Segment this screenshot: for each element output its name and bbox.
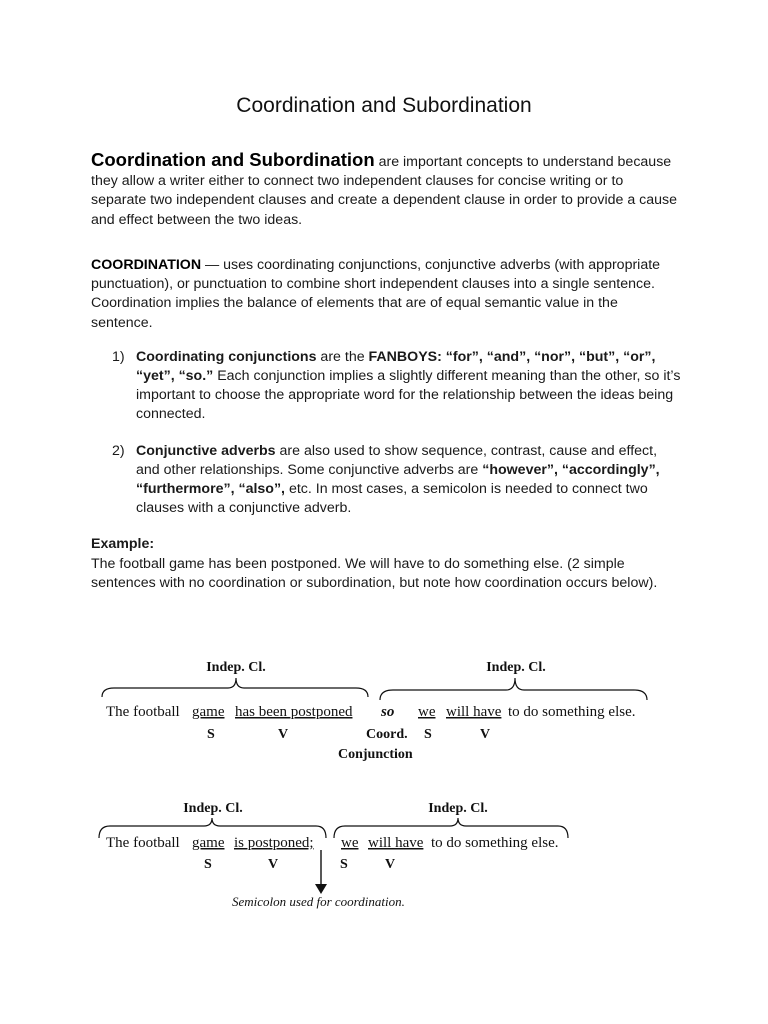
list-number: 2) [112,443,125,459]
example-heading: Example: [91,536,155,552]
subject-marker: S [340,857,348,872]
arrow-down-icon [315,884,327,894]
clause-brace [380,678,647,700]
list-mid: are the [316,349,369,365]
verb-marker: V [480,727,491,742]
page-title: Coordination and Subordination [236,94,532,117]
coordination-term: COORDINATION [91,257,202,273]
clause-brace [102,678,368,697]
sentence-word: The football [106,704,180,720]
list-term: Conjunctive adverbs [136,443,276,459]
sentence-word: The football [106,835,180,851]
subject-word: game [192,835,225,851]
list-rest: Each conjunction implies a slightly different meaning than the other, so it’s important to choose the appropriate word for the relationship between the ideas being connected. [136,368,681,422]
verb-marker: V [385,857,396,872]
list-bold: “however”, “accordingly”, “furthermore”, “also”, [136,462,660,497]
subject-marker: S [424,727,432,742]
indep-clause-label: Indep. Cl. [486,660,546,675]
verb-phrase: will have [446,704,502,720]
example-text: The football game has been postponed. We will have to do something else. (2 simple sentences with no coordination or subordination, but note how coordination occurs below). [91,556,658,592]
subject-word: game [192,704,225,720]
coordination-text: — uses coordinating conjunctions, conjunctive adverbs (with appropriate punctuation), or punctuation to combine short independent clauses into a single sentence. Coordination implies the balance of elements that are of equal semantic value in the sentence. [91,257,661,331]
semicolon-caption: Semicolon used for coordination. [232,894,405,909]
list-mid: are also used to show sequence, contrast, cause and effect, and other relationships. Some conjunctive adverbs are [136,443,658,478]
verb-marker: V [268,857,279,872]
verb-phrase: has been postponed [235,704,353,720]
list-rest: etc. In most cases, a semicolon is needed to connect two clauses with a conjunctive adverb. [136,481,648,516]
conjunction-label: Conjunction [338,747,413,762]
indep-clause-label: Indep. Cl. [428,801,488,816]
subject-marker: S [204,857,212,872]
subject-word: we [418,704,436,720]
coordinating-conjunction: so [381,704,395,720]
intro-lead: Coordination and Subordination [91,149,375,170]
list-term: Coordinating conjunctions [136,349,317,365]
sentence-word: to do something else. [431,835,559,851]
indep-clause-label: Indep. Cl. [183,801,243,816]
verb-marker: V [278,727,289,742]
indep-clause-label: Indep. Cl. [206,660,266,675]
verb-phrase: will have [368,835,424,851]
subject-word: we [341,835,359,851]
subject-marker: S [207,727,215,742]
intro-text: are important concepts to understand because they allow a writer either to connect two independent clauses for concise writing or to separate two independent clauses and create a dependent clause in order to provide a cause and effect between the two ideas. [91,154,678,228]
coord-label: Coord. [366,727,408,742]
sentence-word: to do something else. [508,704,636,720]
list-number: 1) [112,349,125,365]
verb-phrase: is postponed; [234,835,314,851]
list-bold: FANBOYS: “for”, “and”, “nor”, “but”, “or”, “yet”, “so.” [136,349,656,384]
